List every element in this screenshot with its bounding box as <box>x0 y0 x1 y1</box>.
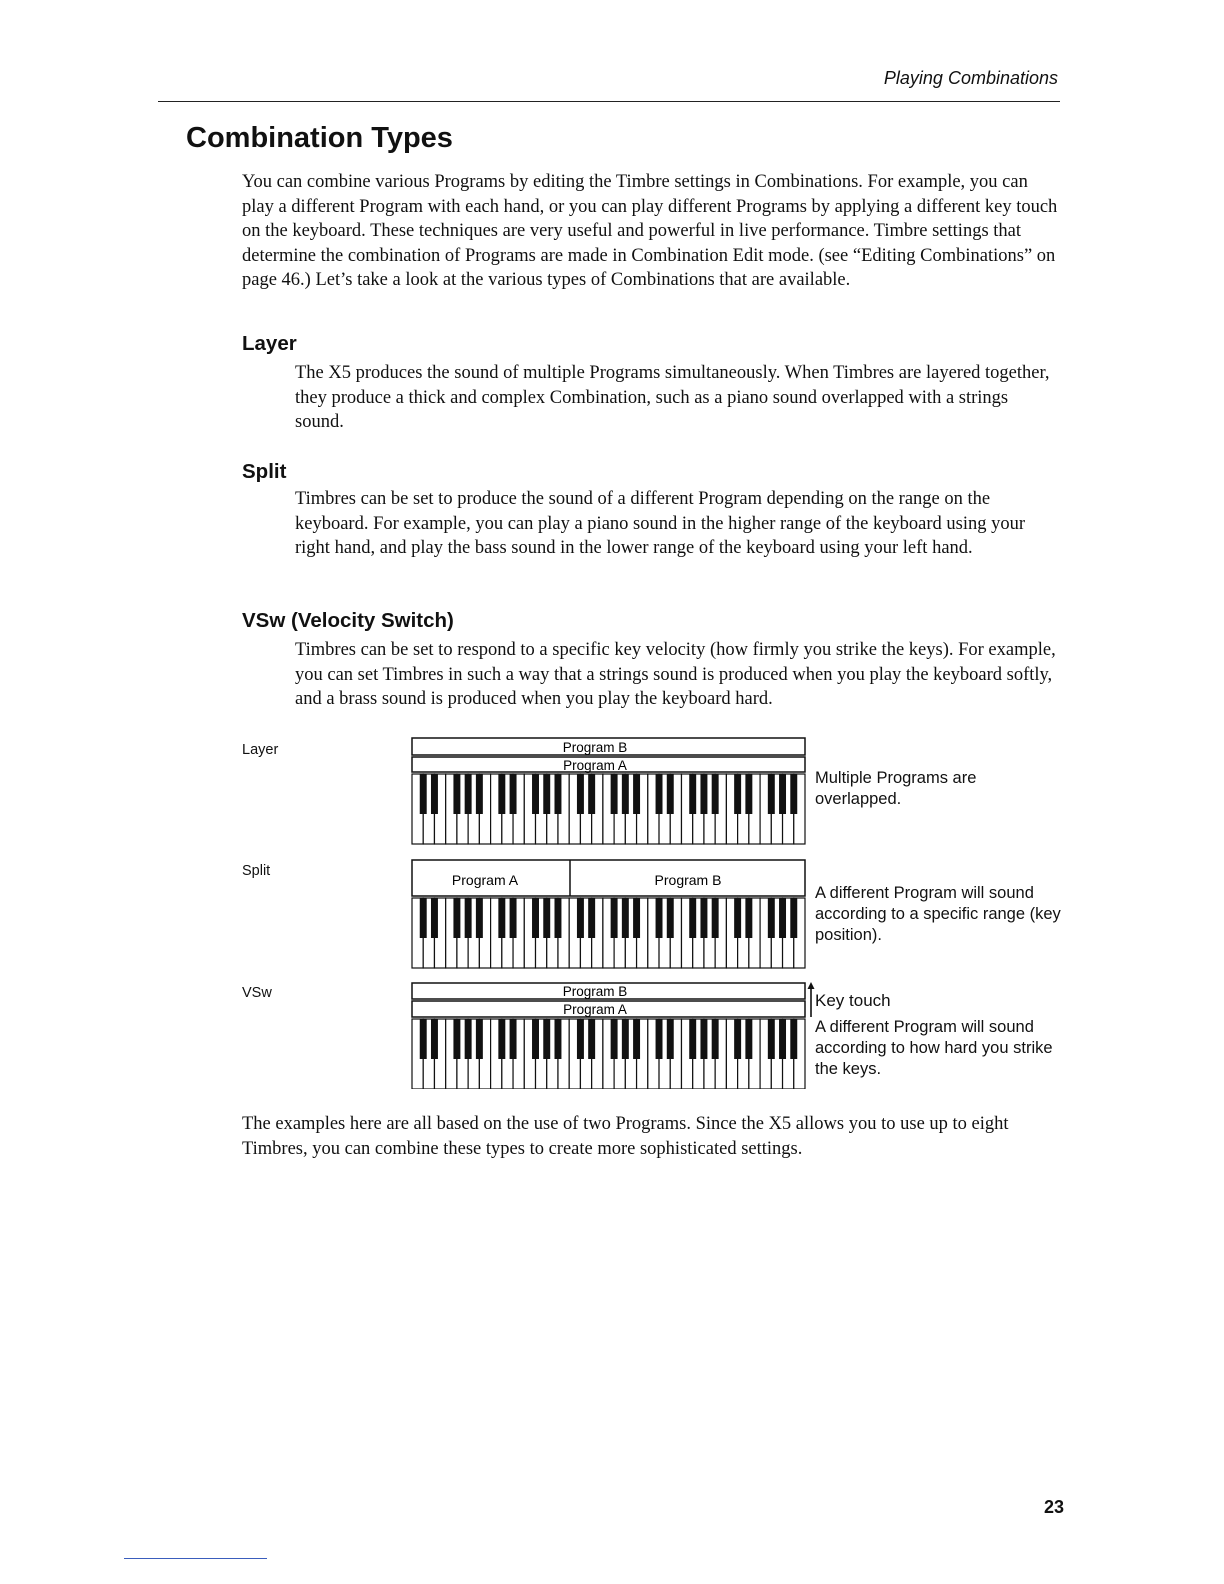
black-key <box>532 774 539 814</box>
black-key <box>554 1019 561 1059</box>
black-key <box>498 1019 505 1059</box>
black-key <box>543 1019 550 1059</box>
split-heading: Split <box>242 460 287 483</box>
black-key <box>790 898 797 938</box>
split-program-a-label: Program A <box>451 872 519 888</box>
black-key <box>790 1019 797 1059</box>
black-key <box>667 898 674 938</box>
black-key <box>745 774 752 814</box>
keyboard <box>412 774 805 844</box>
black-key <box>453 774 460 814</box>
black-key <box>779 774 786 814</box>
black-key <box>667 774 674 814</box>
black-key <box>588 774 595 814</box>
black-key <box>667 1019 674 1059</box>
black-key <box>790 774 797 814</box>
key-touch-label: Key touch <box>815 991 891 1010</box>
black-key <box>611 774 618 814</box>
black-key <box>768 1019 775 1059</box>
program-a-label: Program A <box>563 758 627 773</box>
black-key <box>734 1019 741 1059</box>
vsw-paragraph: Timbres can be set to respond to a specific key velocity (how firmly you strike the keys). For example, you can set Timbres in such a way that a strings sound is produced when you play the keyboard softly, and a brass sound is produced when you play the keyboard hard. <box>295 640 1056 709</box>
black-key <box>543 774 550 814</box>
layer-diagram <box>410 736 808 846</box>
vsw-description: A different Program will sound according to how hard you strike the keys. <box>815 1018 1053 1078</box>
black-key <box>420 898 427 938</box>
split-description: A different Program will sound according to a specific range (key position). <box>815 884 1061 944</box>
black-key <box>656 1019 663 1059</box>
black-key <box>532 1019 539 1059</box>
vsw-program-a-label: Program A <box>563 1002 627 1017</box>
split-program-b-label: Program B <box>654 872 722 888</box>
closing-paragraph: The examples here are all based on the use of two Programs. Since the X5 allows you to use up to eight Timbres, you can combine these types to create more sophisticated settings. <box>242 1114 1009 1159</box>
black-key <box>510 898 517 938</box>
black-key <box>779 898 786 938</box>
diagram-label-layer: Layer <box>242 742 279 758</box>
black-key <box>712 898 719 938</box>
black-key <box>779 1019 786 1059</box>
black-key <box>633 1019 640 1059</box>
black-key <box>712 774 719 814</box>
black-key <box>588 898 595 938</box>
black-key <box>622 774 629 814</box>
keyboard <box>412 898 805 968</box>
layer-heading: Layer <box>242 332 297 355</box>
black-key <box>734 774 741 814</box>
black-key <box>431 774 438 814</box>
black-key <box>622 1019 629 1059</box>
black-key <box>689 898 696 938</box>
black-key <box>554 774 561 814</box>
diagram-label-vsw: VSw <box>242 985 272 1001</box>
black-key <box>745 1019 752 1059</box>
black-key <box>476 1019 483 1059</box>
diagram-label-split: Split <box>242 863 271 879</box>
page-title: Combination Types <box>186 122 453 154</box>
black-key <box>611 1019 618 1059</box>
black-key <box>476 898 483 938</box>
footer-rule <box>124 1558 267 1559</box>
black-key <box>689 1019 696 1059</box>
vsw-heading: VSw (Velocity Switch) <box>242 609 454 632</box>
black-key <box>768 898 775 938</box>
split-diagram <box>410 858 808 970</box>
black-key <box>453 898 460 938</box>
layer-description: Multiple Programs are overlapped. <box>815 769 977 808</box>
black-key <box>611 898 618 938</box>
black-key <box>476 774 483 814</box>
black-key <box>700 774 707 814</box>
black-key <box>554 898 561 938</box>
black-key <box>465 898 472 938</box>
black-key <box>577 898 584 938</box>
keyboard <box>412 1019 805 1089</box>
black-key <box>734 898 741 938</box>
black-key <box>543 898 550 938</box>
black-key <box>622 898 629 938</box>
black-key <box>431 898 438 938</box>
black-key <box>588 1019 595 1059</box>
page-number: 23 <box>1043 1497 1064 1517</box>
black-key <box>712 1019 719 1059</box>
intro-paragraph: You can combine various Programs by editing the Timbre settings in Combinations. For example, you can play a different Program with each hand, or you can play different Programs by applying a different key touch on the keyboard. These techniques are very useful and powerful in live performance. Timbre settings that determine the combination of Programs are made in Combination Edit mode. (see “Editing Combinations” on page 46.) Let’s take a look at the various types of Combinations that are available. <box>242 172 1058 290</box>
split-paragraph: Timbres can be set to produce the sound of a different Program depending on the range on the keyboard. For example, you can play a piano sound in the higher range of the keyboard using your right hand, and play the bass sound in the lower range of the keyboard using your left hand. <box>295 489 1026 558</box>
black-key <box>420 774 427 814</box>
black-key <box>700 898 707 938</box>
black-key <box>768 774 775 814</box>
black-key <box>745 898 752 938</box>
black-key <box>633 898 640 938</box>
header-rule <box>158 101 1060 102</box>
black-key <box>656 898 663 938</box>
black-key <box>498 774 505 814</box>
black-key <box>510 1019 517 1059</box>
layer-paragraph: The X5 produces the sound of multiple Programs simultaneously. When Timbres are layered together, they produce a thick and complex Combination, such as a piano sound overlapped with a strings sound. <box>295 363 1050 432</box>
vsw-program-b-label: Program B <box>562 984 628 999</box>
black-key <box>656 774 663 814</box>
running-header: Playing Combinations <box>883 68 1058 88</box>
black-key <box>689 774 696 814</box>
black-key <box>431 1019 438 1059</box>
black-key <box>465 774 472 814</box>
black-key <box>577 774 584 814</box>
program-b-label: Program B <box>562 740 628 755</box>
black-key <box>577 1019 584 1059</box>
black-key <box>510 774 517 814</box>
vsw-diagram <box>410 981 830 1089</box>
black-key <box>532 898 539 938</box>
black-key <box>498 898 505 938</box>
black-key <box>700 1019 707 1059</box>
black-key <box>465 1019 472 1059</box>
key-touch-arrow-icon <box>808 982 815 1017</box>
black-key <box>453 1019 460 1059</box>
black-key <box>633 774 640 814</box>
black-key <box>420 1019 427 1059</box>
